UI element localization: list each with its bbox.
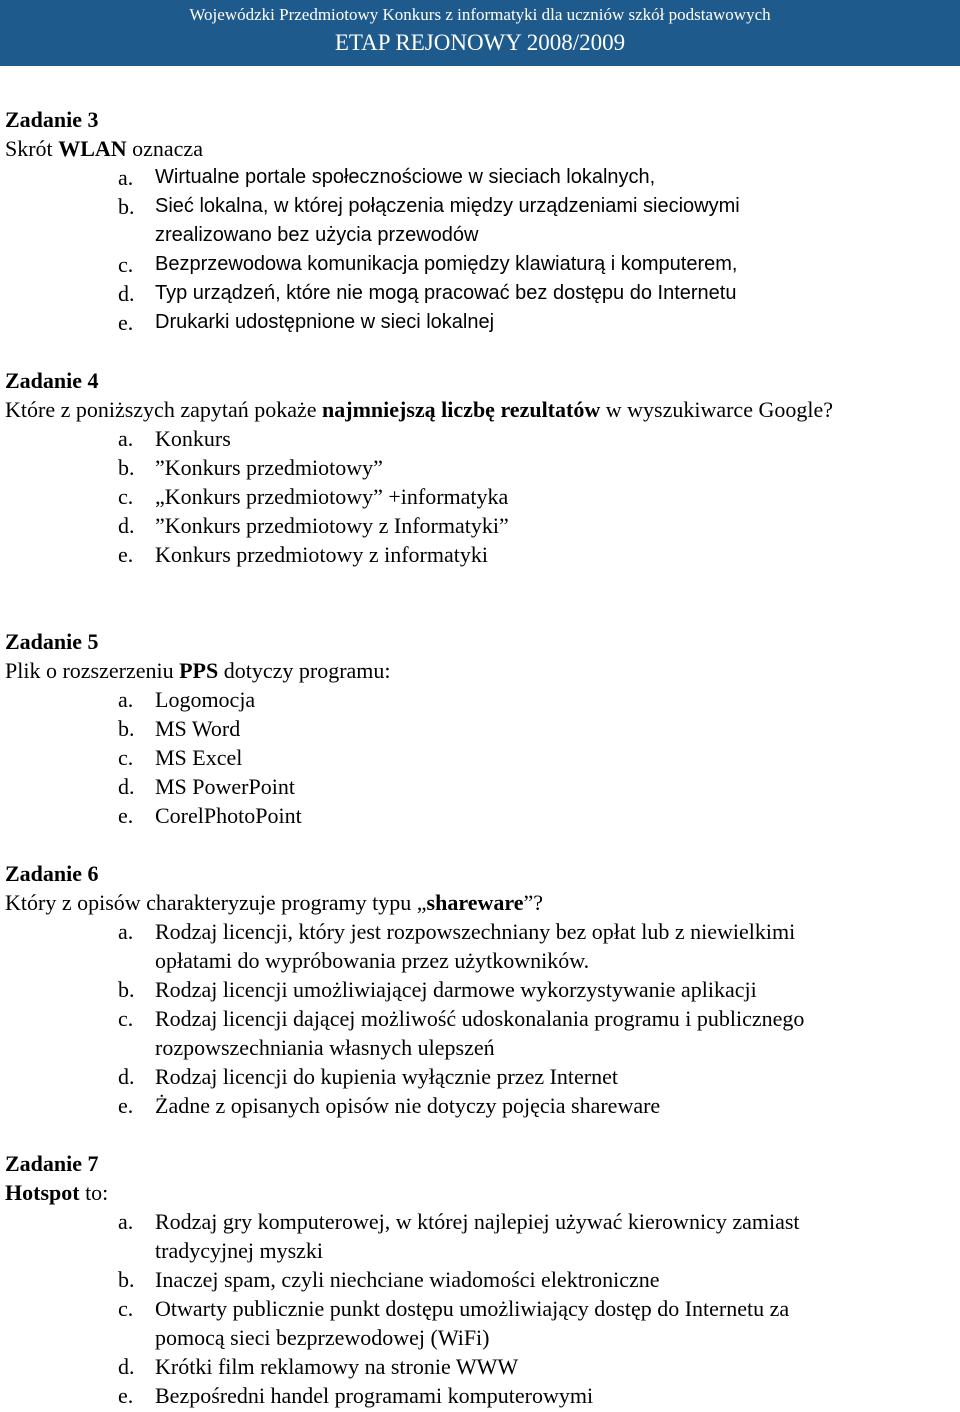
option-text: Rodzaj licencji, który jest rozpowszechniany bez opłat lub z niewielkimi [155, 919, 796, 944]
option-letter: a. [118, 165, 134, 190]
option-letter: d. [118, 513, 135, 538]
answer-option [5, 975, 955, 1004]
answer-option [5, 743, 955, 772]
option-text: Wirtualne portale społecznościowe w sieciach lokalnych, [155, 166, 656, 188]
task-4-title: Zadanie 4 [5, 368, 99, 393]
question-keyword: WLAN [58, 136, 127, 161]
option-letter: e. [118, 1383, 134, 1408]
answer-option [5, 192, 955, 250]
task-3 [5, 105, 955, 337]
task-5-title: Zadanie 5 [5, 629, 99, 654]
answer-option [5, 685, 955, 714]
task-4-question [5, 395, 955, 424]
option-letter: a. [118, 919, 134, 944]
option-text: Inaczej spam, czyli niechciane wiadomości elektroniczne [155, 1267, 660, 1292]
option-letter: e. [118, 1093, 134, 1118]
option-letter: a. [118, 1209, 134, 1234]
option-text: Krótki film reklamowy na stronie WWW [155, 1354, 519, 1379]
option-letter: c. [118, 745, 134, 770]
answer-option [5, 1265, 955, 1294]
option-text: Drukarki udostępnione w sieci lokalnej [155, 311, 495, 333]
answer-option [5, 772, 955, 801]
option-text-continued: zrealizowano bez użycia przewodów [155, 224, 479, 246]
answer-option [5, 453, 955, 482]
answer-option [5, 1294, 955, 1352]
task-5 [5, 627, 955, 830]
option-text: Żadne z opisanych opisów nie dotyczy pojęcia shareware [155, 1093, 661, 1118]
answer-option [5, 250, 955, 279]
answer-option [5, 279, 955, 308]
option-letter: b. [118, 194, 135, 219]
option-letter: c. [118, 1296, 134, 1321]
answer-option [5, 1062, 955, 1091]
answer-option [5, 1381, 955, 1410]
document-body [5, 105, 955, 1410]
task-7 [5, 1149, 955, 1410]
question-text: ”? [523, 890, 544, 915]
spacer [5, 569, 955, 627]
option-text: Bezprzewodowa komunikacja pomiędzy klawiaturą i komputerem, [155, 253, 738, 275]
answer-option [5, 1207, 955, 1265]
option-text: Bezpośredni handel programami komputerowymi [155, 1383, 594, 1408]
task-7-title: Zadanie 7 [5, 1151, 99, 1176]
task-6 [5, 859, 955, 1120]
task-5-question [5, 656, 955, 685]
option-letter: b. [118, 1267, 135, 1292]
header-competition-name: Wojewódzki Przedmiotowy Konkurs z informatyki dla uczniów szkół podstawowych [189, 5, 771, 24]
answer-option [5, 1352, 955, 1381]
task-3-title: Zadanie 3 [5, 107, 99, 132]
option-letter: d. [118, 281, 135, 306]
option-text: ”Konkurs przedmiotowy z Informatyki” [155, 513, 509, 538]
option-text: Rodzaj gry komputerowej, w której najlepiej używać kierownicy zamiast [155, 1209, 800, 1234]
spacer [5, 830, 955, 859]
answer-option [5, 714, 955, 743]
option-text: Otwarty publicznie punkt dostępu umożliwiający dostęp do Internetu za [155, 1296, 790, 1321]
task-7-question [5, 1178, 955, 1207]
question-text: Skrót [5, 136, 59, 161]
option-text: Sieć lokalna, w której połączenia między urządzeniami sieciowymi [155, 195, 740, 217]
option-text-continued: pomocą sieci bezprzewodowej (WiFi) [155, 1325, 490, 1350]
question-text: dotyczy programu: [218, 658, 391, 683]
answer-option [5, 424, 955, 453]
option-text: Rodzaj licencji dającej możliwość udoskonalania programu i publicznego [155, 1006, 805, 1031]
answer-option [5, 540, 955, 569]
option-letter: e. [118, 310, 134, 335]
page-header [0, 0, 960, 66]
question-text: Który z opisów charakteryzuje programy typu „ [5, 890, 427, 915]
option-text: MS Excel [155, 745, 243, 770]
option-text: Typ urządzeń, które nie mogą pracować bez dostępu do Internetu [155, 282, 737, 304]
option-letter: a. [118, 687, 134, 712]
spacer [5, 1120, 955, 1149]
task-3-question [5, 134, 955, 163]
option-letter: a. [118, 426, 134, 451]
question-text: to: [79, 1180, 109, 1205]
option-text: Rodzaj licencji umożliwiającej darmowe wykorzystywanie aplikacji [155, 977, 757, 1002]
option-text: MS Word [155, 716, 241, 741]
option-text: ”Konkurs przedmiotowy” [155, 455, 383, 480]
answer-option [5, 917, 955, 975]
task-6-question [5, 888, 955, 917]
option-text-continued: opłatami do wypróbowania przez użytkowników. [155, 948, 590, 973]
option-letter: c. [118, 252, 134, 277]
option-letter: d. [118, 1064, 135, 1089]
spacer [5, 337, 955, 366]
answer-option [5, 801, 955, 830]
task-6-title: Zadanie 6 [5, 861, 99, 886]
question-keyword: Hotspot [5, 1180, 80, 1205]
question-keyword: PPS [179, 658, 219, 683]
question-keyword: shareware [426, 890, 524, 915]
task-4 [5, 366, 955, 569]
header-stage: ETAP REJONOWY 2008/2009 [334, 30, 626, 55]
option-letter: b. [118, 977, 135, 1002]
answer-option [5, 482, 955, 511]
option-text: Konkurs [155, 426, 231, 451]
answer-option [5, 1091, 955, 1120]
question-keyword: najmniejszą liczbę rezultatów [322, 397, 601, 422]
answer-option [5, 511, 955, 540]
answer-option [5, 163, 955, 192]
option-letter: b. [118, 455, 135, 480]
question-text: Plik o rozszerzeniu [5, 658, 180, 683]
question-text: oznacza [126, 136, 203, 161]
option-text: MS PowerPoint [155, 774, 295, 799]
option-letter: c. [118, 1006, 134, 1031]
option-text: „Konkurs przedmiotowy” +informatyka [155, 484, 509, 509]
option-text-continued: rozpowszechniania własnych ulepszeń [155, 1035, 495, 1060]
option-letter: e. [118, 803, 134, 828]
option-letter: c. [118, 484, 134, 509]
question-text: Które z poniższych zapytań pokaże [5, 397, 323, 422]
question-text: w wyszukiwarce Google? [600, 397, 833, 422]
option-letter: b. [118, 716, 135, 741]
option-text-continued: tradycyjnej myszki [155, 1238, 324, 1263]
answer-option [5, 1004, 955, 1062]
option-letter: d. [118, 1354, 135, 1379]
option-text: Rodzaj licencji do kupienia wyłącznie przez Internet [155, 1064, 619, 1089]
option-text: Logomocja [155, 687, 256, 712]
option-letter: e. [118, 542, 134, 567]
answer-option [5, 308, 955, 337]
option-letter: d. [118, 774, 135, 799]
option-text: CorelPhotoPoint [155, 803, 302, 828]
option-text: Konkurs przedmiotowy z informatyki [155, 542, 488, 567]
